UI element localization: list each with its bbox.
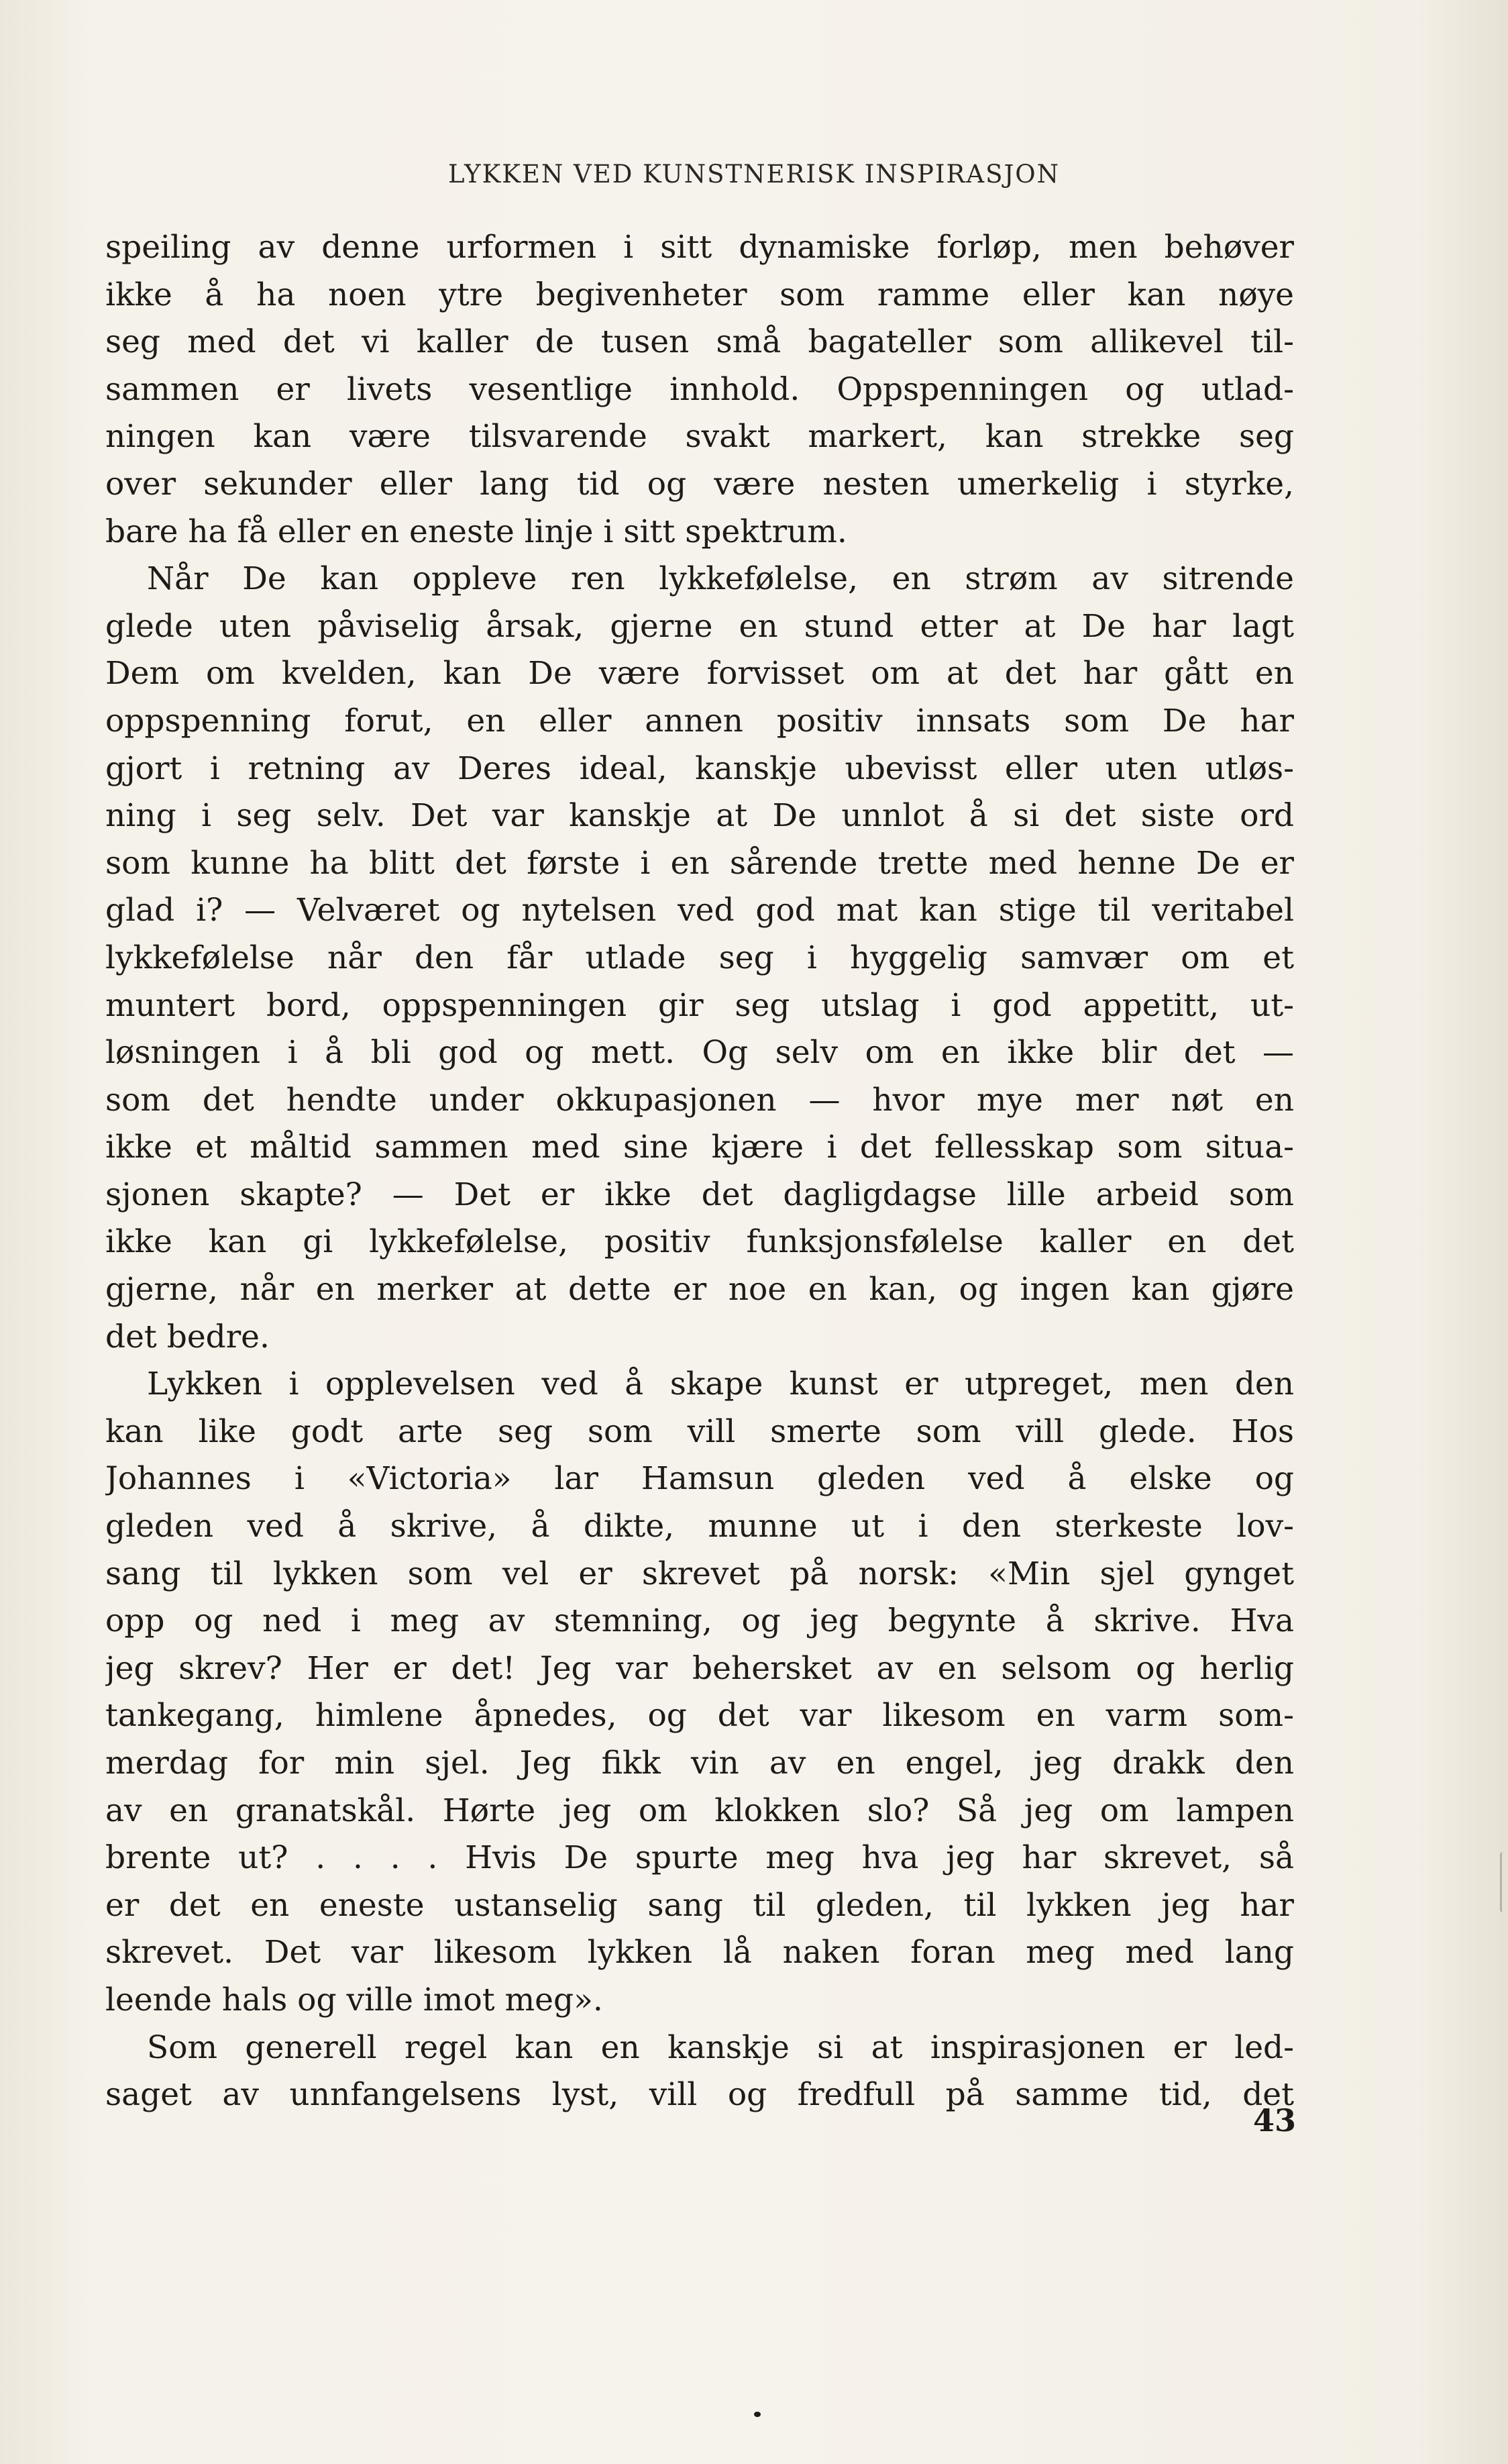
text-line: oppspenning forut, en eller annen positiv innsats som De har: [105, 702, 1294, 739]
text-line: kan like godt arte seg som vill smerte som vill glede. Hos: [105, 1413, 1294, 1450]
text-line: tankegang, himlene åpnedes, og det var likesom en varm som-: [105, 1697, 1294, 1735]
text-line: gleden ved å skrive, å dikte, munne ut i den sterkeste lov-: [105, 1508, 1294, 1545]
text-line: løsningen i å bli god og mett. Og selv om en ikke blir det —: [105, 1034, 1294, 1072]
text-line: ikke et måltid sammen med sine kjære i det fellesskap som situa-: [105, 1129, 1294, 1166]
text-line: sjonen skapte? — Det er ikke det dagligdagse lille arbeid som: [105, 1176, 1294, 1213]
text-line: glede uten påviselig årsak, gjerne en stund etter at De har lagt: [105, 607, 1294, 645]
body-text: [105, 224, 1294, 2119]
text-line: lykkefølelse når den får utlade seg i hyggelig samvær om et: [105, 939, 1294, 976]
text-line: Johannes i «Victoria» lar Hamsun gleden ved å elske og: [105, 1460, 1294, 1498]
text-line: glad i? — Velværet og nytelsen ved god mat kan stige til veritabel: [105, 892, 1294, 929]
text-line: ikke kan gi lykkefølelse, positiv funksjonsfølelse kaller en det: [105, 1223, 1294, 1261]
running-head: LYKKEN VED KUNSTNERISK INSPIRASJON: [447, 160, 1061, 189]
text-line: ning i seg selv. Det var kanskje at De unnlot å si det siste ord: [105, 797, 1294, 835]
text-line: som kunne ha blitt det første i en sårende trette med henne De er: [105, 844, 1294, 882]
text-line: Som generell regel kan en kanskje si at inspirasjonen er led-: [147, 2029, 1294, 2066]
bottom-dot-mark: [754, 2412, 761, 2417]
page-number: 43: [1253, 2102, 1297, 2139]
text-line: skrevet. Det var likesom lykken lå naken foran meg med lang: [105, 1934, 1294, 1971]
text-line: saget av unnfangelsens lyst, vill og fredfull på samme tid, det: [105, 2076, 1294, 2114]
text-line: av en granatskål. Hørte jeg om klokken slo? Så jeg om lampen: [105, 1792, 1294, 1829]
text-line: muntert bord, oppspenningen gir seg utslag i god appetitt, ut-: [105, 986, 1294, 1024]
text-line: brente ut? . . . . Hvis De spurte meg hva jeg har skrevet, så: [105, 1839, 1294, 1877]
text-line: som det hendte under okkupasjonen — hvor mye mer nøt en: [105, 1081, 1294, 1119]
text-line: seg med det vi kaller de tusen små bagateller som allikevel til-: [105, 323, 1294, 361]
text-line: det bedre.: [105, 1318, 270, 1355]
text-line: gjort i retning av Deres ideal, kanskje ubevisst eller uten utløs-: [105, 750, 1294, 787]
text-line: Når De kan oppleve ren lykkefølelse, en strøm av sitrende: [147, 560, 1294, 598]
text-line: Lykken i opplevelsen ved å skape kunst er utpreget, men den: [147, 1366, 1294, 1403]
page-edge-mark: [1500, 1852, 1507, 1912]
text-line: speiling av denne urformen i sitt dynamiske forløp, men behøver: [105, 229, 1294, 266]
text-line: sang til lykken som vel er skrevet på norsk: «Min sjel gynget: [105, 1555, 1294, 1592]
text-line: ningen kan være tilsvarende svakt markert, kan strekke seg: [105, 418, 1294, 456]
text-line: bare ha få eller en eneste linje i sitt spektrum.: [105, 513, 847, 550]
text-line: opp og ned i meg av stemning, og jeg begynte å skrive. Hva: [105, 1602, 1294, 1640]
text-line: merdag for min sjel. Jeg fikk vin av en engel, jeg drakk den: [105, 1745, 1294, 1782]
text-line: gjerne, når en merker at dette er noe en kan, og ingen kan gjøre: [105, 1271, 1294, 1308]
text-line: over sekunder eller lang tid og være nesten umerkelig i styrke,: [105, 465, 1294, 503]
text-line: ikke å ha noen ytre begivenheter som ramme eller kan nøye: [105, 276, 1294, 313]
text-line: sammen er livets vesentlige innhold. Oppspenningen og utlad-: [105, 370, 1294, 408]
text-line: leende hals og ville imot meg».: [105, 1981, 603, 2018]
text-line: jeg skrev? Her er det! Jeg var behersket av en selsom og herlig: [105, 1649, 1294, 1687]
text-line: er det en eneste ustanselig sang til gleden, til lykken jeg har: [105, 1886, 1294, 1924]
text-line: Dem om kvelden, kan De være forvisset om at det har gått en: [105, 655, 1294, 692]
